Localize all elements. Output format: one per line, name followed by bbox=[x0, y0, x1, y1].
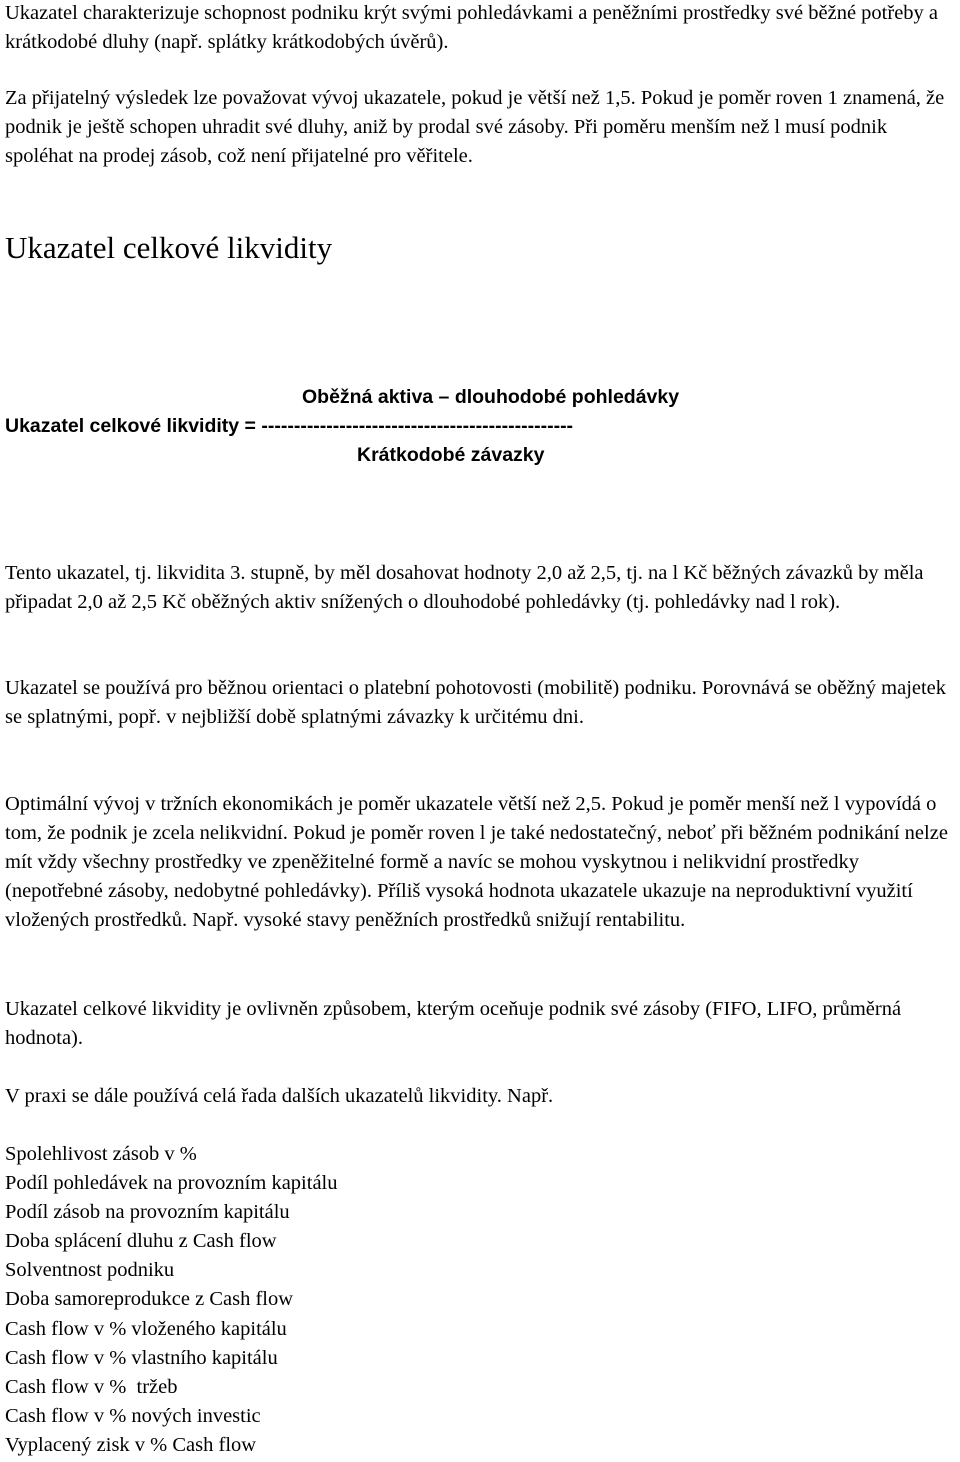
paragraph-target-value: Tento ukazatel, tj. likvidita 3. stupně, by měl dosahovat hodnoty 2,0 až 2,5, tj. na l Kč běžných závazků by měla připadat 2,0 až 2,5 Kč oběžných aktiv snížených o dlouhodobé pohledávky (tj. pohledávky nad l rok). bbox=[5, 562, 924, 613]
list-item: Spolehlivost zásob v % bbox=[5, 1143, 197, 1165]
paragraph-other-indicators: V praxi se dále používá celá řada dalších ukazatelů likvidity. Např. bbox=[5, 1085, 554, 1107]
indicator-list bbox=[5, 1140, 337, 1460]
formula-lhs: Ukazatel celkové likvidity = bbox=[5, 415, 262, 437]
paragraph-usage: Ukazatel se používá pro běžnou orientaci o platební pohotovosti (mobilitě) podniku. Porovnává se oběžný majetek se splatnými, popř. v nejbližší době splatnými závazky k určitému dni. bbox=[5, 677, 947, 728]
list-item: Cash flow v % vlastního kapitálu bbox=[5, 1346, 278, 1369]
paragraph-liquidity-description: Ukazatel charakterizuje schopnost podniku krýt svými pohledávkami a peněžními prostředky své běžné potřeby a krátkodobé dluhy (např. splátky krátkodobých úvěrů). bbox=[5, 2, 939, 53]
list-item: Doba samoreprodukce z Cash flow bbox=[5, 1288, 294, 1311]
formula-block bbox=[5, 383, 955, 470]
list-item: Cash flow v % vloženého kapitálu bbox=[5, 1317, 287, 1340]
list-item: Solventnost podniku bbox=[5, 1259, 175, 1282]
formula-equation-line bbox=[5, 412, 955, 441]
list-item: Podíl pohledávek na provozním kapitálu bbox=[5, 1172, 338, 1195]
paragraph-inventory-valuation: Ukazatel celkové likvidity je ovlivněn způsobem, kterým oceňuje podnik své zásoby (FIFO, LIFO, průměrná hodnota). bbox=[5, 998, 902, 1049]
formula-fraction-line: ------------------------------------------------ bbox=[261, 415, 574, 437]
formula-numerator: Oběžná aktiva – dlouhodobé pohledávky bbox=[302, 386, 680, 408]
section-heading: Ukazatel celkové likvidity bbox=[5, 230, 333, 265]
list-item: Cash flow v % nových investic bbox=[5, 1404, 261, 1427]
paragraph-optimal-development: Optimální vývoj v tržních ekonomikách je poměr ukazatele větší než 2,5. Pokud je poměr menší než l vypovídá o tom, že podnik je zcela nelikvidní. Pokud je poměr roven l je také nedostatečný, neboť při běžném podnikání nelze mít vždy všechny prostředky ve zpeněžitelné formě a navíc se mohou vyskytnou i nelikvidní prostředky (nepotřebné zásoby, nedobytné pohledávky). Příliš vysoká hodnota ukazatele ukazuje na neproduktivní využití vložených prostředků. Např. vysoké stavy peněžních prostředků snižují rentabilitu. bbox=[5, 793, 948, 931]
list-item: Doba splácení dluhu z Cash flow bbox=[5, 1230, 277, 1253]
list-item: Cash flow v % tržeb bbox=[5, 1375, 178, 1398]
list-item: Vyplacený zisk v % Cash flow bbox=[5, 1433, 257, 1456]
list-item: Podíl zásob na provozním kapitálu bbox=[5, 1201, 290, 1224]
paragraph-acceptable-result: Za přijatelný výsledek lze považovat vývoj ukazatele, pokud je větší než 1,5. Pokud je poměr roven 1 znamená, že podnik je ještě schopen uhradit své dluhy, aniž by prodal své zásoby. Při poměru menším než l musí podnik spoléhat na prodej zásob, což není přijatelné pro věřitele. bbox=[5, 87, 945, 167]
formula-denominator: Krátkodobé závazky bbox=[357, 444, 545, 466]
